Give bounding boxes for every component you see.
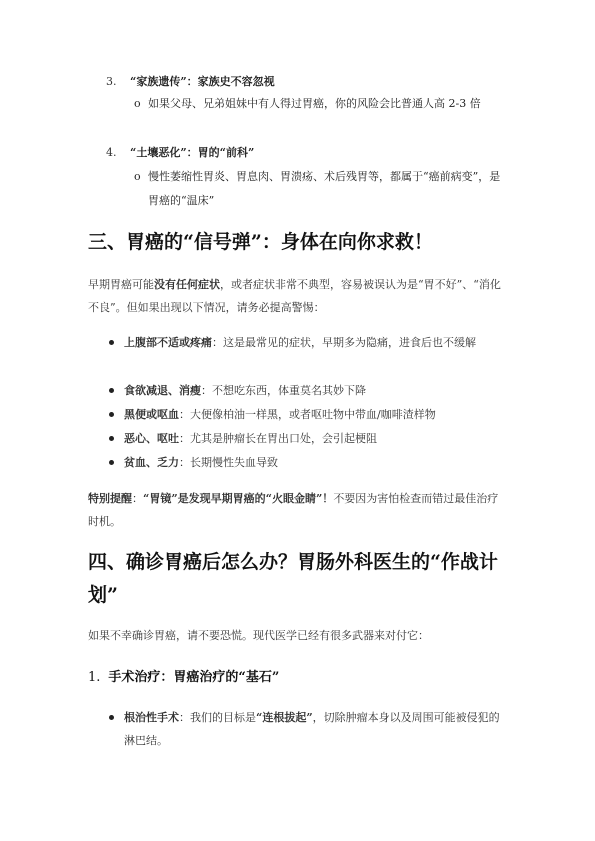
section-heading: 三、胃癌的“信号弹”：身体在向你求救！ [88,231,433,253]
bold-text: 贫血、乏力 [124,456,179,469]
list-item-text [124,711,500,747]
section-intro [88,273,508,319]
text-run: 如果父母、兄弟姐妹中有人得过胃癌，你的风险会比普通人高 2-3 倍 [148,97,481,110]
list-item-text [124,336,476,349]
special-note [88,487,508,533]
text-run: ：长期慢性失血导致 [179,456,278,469]
numbered-item [106,145,254,161]
bold-text: 上腹部不适或疼痛 [124,336,212,349]
sub-bullet [134,92,508,116]
bullet-dot-icon [109,412,114,417]
list-item-text [124,408,436,421]
item-number: 4. [106,146,117,159]
item-title [130,146,254,159]
bold-text: 食欲减退、消瘦 [124,384,201,397]
bold-text: “土壤恶化”：胃的“前科” [130,146,255,159]
text-run: ： [132,492,143,505]
bullet-dot-icon [109,340,114,345]
subsection-number: 1. [88,670,101,685]
item-number: 3. [106,75,117,88]
numbered-item [106,74,275,90]
list-item [124,379,508,402]
bold-text: “连根拔起” [256,711,313,724]
bold-text: “家族遗传”：家族史不容忽视 [130,75,275,88]
sub-bullet-text [148,92,508,116]
section-intro [88,624,508,647]
bold-text: 黑便或呕血 [124,408,179,421]
sub-bullet-text [148,165,508,213]
subsection-heading [88,668,279,688]
list-item [124,403,508,426]
text-run: 如果不幸确诊胃癌，请不要恐慌。现代医学已经有很多武器来对付它： [88,629,429,642]
sub-bullet [134,165,508,213]
bullet-dot-icon [109,715,114,720]
bold-text: 特别提醒 [88,492,132,505]
text-run: ：我们的目标是 [179,711,256,724]
text-run: ：尤其是肿瘤长在胃出口处，会引起梗阻 [179,432,377,445]
subsection-title: 手术治疗：胃癌治疗的“基石” [108,670,280,685]
bold-text: 根治性手术 [124,711,179,724]
hollow-circle-icon: o [134,97,141,110]
list-item-text [124,384,366,397]
bold-text: “胃镜”是发现早期胃癌的“火眼金睛”！ [143,492,334,505]
item-title [130,75,275,88]
text-run: 不要因为害怕检查而错过最佳治疗时机。 [88,492,499,528]
bold-text: 恶心、呕吐 [124,432,179,445]
text-run: ：不想吃东西，体重莫名其妙下降 [201,384,366,397]
list-item [124,427,508,450]
text-run: 早期胃癌可能 [88,278,154,291]
text-run: 慢性萎缩性胃炎、胃息肉、胃溃疡、术后残胃等，都属于“癌前病变”，是胃癌的“温床” [148,170,501,207]
list-item [124,706,508,752]
list-item-text [124,456,278,469]
list-item-text [124,432,377,445]
bullet-dot-icon [109,460,114,465]
section-heading: 四、确诊胃癌后怎么办？胃肠外科医生的“作战计划” [88,551,498,606]
text-run: ，切除肿瘤本身以及周围可能被侵犯的淋巴结。 [124,711,500,747]
bullet-dot-icon [109,388,114,393]
list-item [124,451,508,474]
text-run: ，或者症状非常不典型，容易被误认为是“胃不好”、“消化不良”。但如果出现以下情况，请务必提高警惕： [88,278,501,314]
bold-text: 没有任何症状 [154,278,220,291]
hollow-circle-icon: o [134,170,141,183]
list-item [124,331,508,354]
bullet-dot-icon [109,436,114,441]
text-run: ：大便像柏油一样黑，或者呕吐物中带血/咖啡渣样物 [179,408,436,421]
text-run: ：这是最常见的症状，早期多为隐痛，进食后也不缓解 [212,336,476,349]
